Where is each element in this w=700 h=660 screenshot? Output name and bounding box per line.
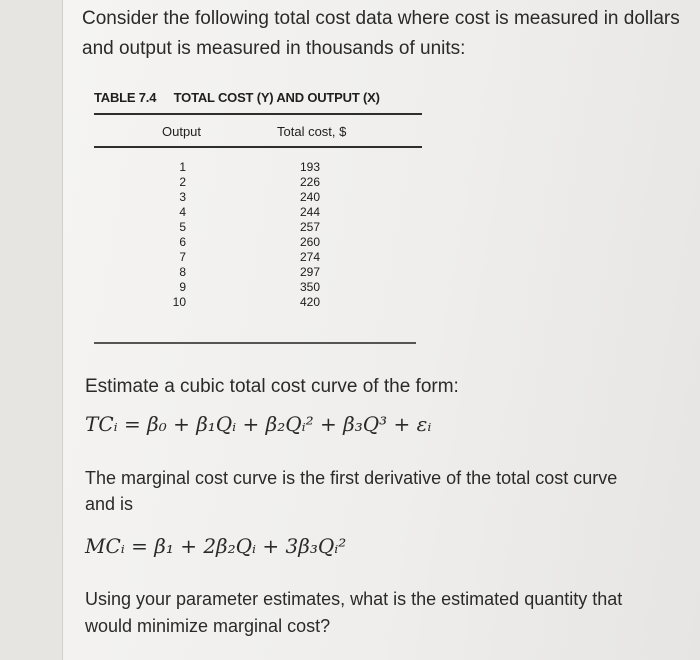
output-cell: 4 [179, 205, 186, 219]
output-cell: 10 [172, 295, 186, 309]
table-bottom-rule [94, 342, 416, 344]
output-cell: 2 [179, 175, 186, 189]
output-cell: 1 [179, 160, 186, 174]
output-values [160, 160, 186, 310]
estimate-instruction: Estimate a cubic total cost curve of the form: [85, 376, 459, 397]
table-label: TABLE 7.4 [94, 90, 157, 105]
cost-cell: 193 [300, 160, 321, 174]
marginal-cost-paragraph: The marginal cost curve is the first derivative of the total cost curve and is [85, 468, 618, 514]
output-cell: 9 [179, 280, 186, 294]
cost-values [300, 160, 330, 310]
table-caption [94, 90, 380, 105]
cost-cell: 244 [300, 205, 321, 219]
cost-cell: 240 [300, 190, 321, 204]
intro-paragraph: Consider the following total cost data where cost is measured in dollars and output is measured in thousands of units: [82, 8, 680, 59]
marginal-cost-equation: MCᵢ = β₁ + 2β₂Qᵢ + 3β₃Qᵢ² [85, 534, 347, 558]
cost-cell: 350 [300, 280, 321, 294]
cost-cell: 297 [300, 265, 321, 279]
cost-cell: 257 [300, 220, 321, 234]
cost-cell: 420 [300, 295, 321, 309]
question-paragraph: Using your parameter estimates, what is the estimated quantity that would minimize marginal cost? [85, 589, 623, 636]
table-header-rule [94, 146, 422, 148]
output-cell: 3 [179, 190, 186, 204]
output-cell: 7 [179, 250, 186, 264]
output-column-header: Output [162, 124, 202, 139]
table-top-rule [94, 113, 422, 115]
total-cost-column-header: Total cost, $ [277, 124, 347, 139]
output-cell: 8 [179, 265, 186, 279]
cost-cell: 226 [300, 175, 321, 189]
output-cell: 6 [179, 235, 186, 249]
total-cost-equation: TCᵢ = β₀ + β₁Qᵢ + β₂Qᵢ² + β₃Q³ + εᵢ [85, 412, 432, 436]
cost-cell: 274 [300, 250, 321, 264]
output-cell: 5 [179, 220, 186, 234]
cost-cell: 260 [300, 235, 321, 249]
table-title: TOTAL COST (Y) AND OUTPUT (X) [173, 90, 380, 105]
